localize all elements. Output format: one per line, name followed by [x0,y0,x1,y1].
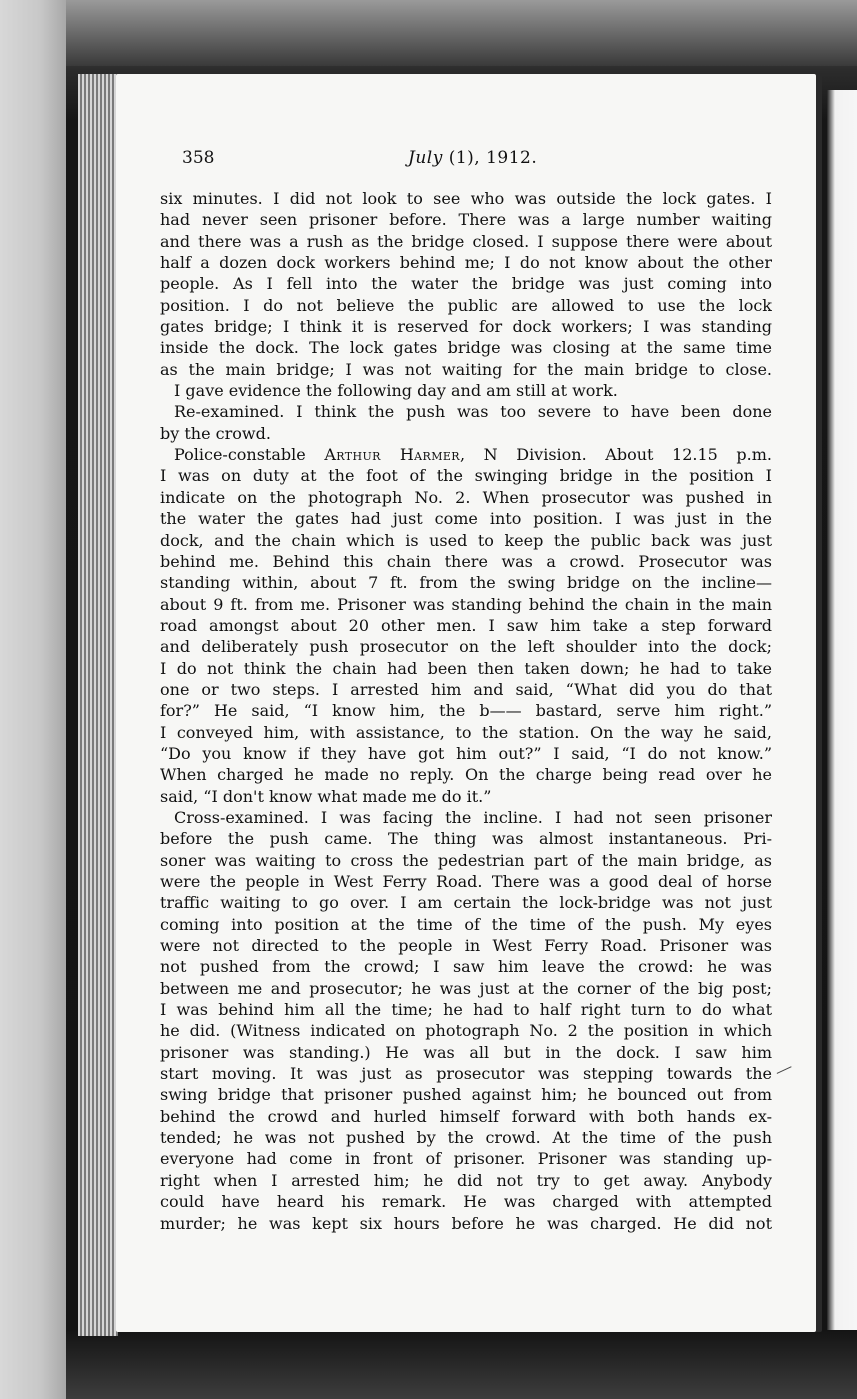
text-line: six minutes. I did not look to see who was outside the lock gates. I [160,189,772,208]
text-line: and there was a rush as the bridge closed. I suppose there were about [160,231,772,251]
text-line: I conveyed him, with assistance, to the station. On the way he said, [160,722,772,742]
text-line: murder; he was kept six hours before he was charged. He did not [160,1213,772,1233]
text-line: Re-examined. I think the push was too severe to have been done [174,402,772,422]
text-line: not pushed from the crowd; I saw him leave the crowd: he was [160,957,772,977]
text-line: he did. (Witness indicated on photograph No. 2 the position in which [160,1021,772,1041]
text-line: prisoner was standing.) He was all but in the dock. I saw him [160,1042,772,1062]
page-number: 358 [182,148,215,168]
text-line: When charged he made no reply. On the charge being read over he [160,765,772,785]
text-line: as the main bridge; I was not waiting for the main bridge to close. [160,359,772,379]
text-line: inside the dock. The lock gates bridge was closing at the same time [160,338,772,358]
witness-role: Police-constable [174,445,325,465]
text-line: gates bridge; I think it is reserved for dock workers; I was standing [160,317,772,337]
page-title [408,148,537,168]
text-line: had never seen prisoner before. There was a large number waiting [160,210,772,230]
text-line: dock, and the chain which is used to keep the public back was just [160,530,772,550]
text-line: said, “I don't know what made me do it.” [160,786,492,806]
text-line: indicate on the photograph No. 2. When prosecutor was pushed in [160,487,772,507]
text-line: I was on duty at the foot of the swinging bridge in the position I [160,466,772,486]
title-date: (1), 1912. [448,148,538,168]
text-line: behind the crowd and hurled himself forward with both hands ex- [160,1106,772,1126]
text-line: about 9 ft. from me. Prisoner was standing behind the chain in the main [160,594,772,614]
text-line: I was behind him all the time; he had to half right turn to do what [160,1000,772,1020]
page-content [160,142,772,1234]
text-line: right when I arrested him; he did not try to get away. Anybody [160,1170,772,1190]
text-line: traffic waiting to go over. I am certain the lock-bridge was not just [160,893,772,913]
title-month: July [408,148,443,168]
running-head [160,142,772,172]
text-line: soner was waiting to cross the pedestrian part of the main bridge, as [160,850,772,870]
text-line-witness [160,444,772,465]
text-line: Cross-examined. I was facing the incline. I had not seen prisoner [174,807,772,827]
witness-name: Arthur Harmer [324,445,460,465]
text-line: were the people in West Ferry Road. There was a good deal of horse [160,872,772,891]
text-line: tended; he was not pushed by the crowd. At the time of the push [160,1128,772,1148]
text-line: before the push came. The thing was almost instantaneous. Pri- [160,829,772,849]
text-line: people. As I fell into the water the bridge was just coming into [160,274,772,294]
body-text [160,188,772,1234]
text-line: by the crowd. [160,423,271,443]
book-top-edge [66,0,857,66]
scanner-margin [0,0,66,1399]
text-line: coming into position at the time of the time of the push. My eyes [160,914,772,934]
text-line: between me and prosecutor; he was just at the corner of the big post; [160,978,772,998]
text-line: road amongst about 20 other men. I saw him take a step forward [160,615,772,635]
text-line: I gave evidence the following day and am still at work. [174,381,618,401]
text-line: swing bridge that prisoner pushed against him; he bounced out from [160,1085,772,1105]
text-line: position. I do not believe the public are allowed to use the lock [160,295,772,315]
text-line: everyone had come in front of prisoner. Prisoner was standing up- [160,1149,772,1169]
text-line: and deliberately push prosecutor on the left shoulder into the dock; [160,637,772,657]
text-line: half a dozen dock workers behind me; I do not know about the other [160,253,772,273]
text-line: one or two steps. I arrested him and said, “What did you do that [160,679,772,699]
text-line: I do not think the chain had been then taken down; he had to take [160,658,772,678]
witness-division: , N Division. About 12.15 p.m. [459,445,772,465]
next-page-edge [827,90,857,1330]
text-line: for?” He said, “I know him, the b—— bastard, serve him right.” [160,701,772,721]
text-line: start moving. It was just as prosecutor was stepping towards the [160,1064,772,1084]
text-line: could have heard his remark. He was charged with attempted [160,1192,772,1212]
text-line: were not directed to the people in West Ferry Road. Prisoner was [160,936,772,956]
text-line: “Do you know if they have got him out?” I said, “I do not know.” [160,743,772,763]
page-edges [78,74,118,1336]
text-line: standing within, about 7 ft. from the swing bridge on the incline— [160,573,772,593]
text-line: the water the gates had just come into position. I was just in the [160,509,772,529]
text-line: behind me. Behind this chain there was a crowd. Prosecutor was [160,551,772,571]
